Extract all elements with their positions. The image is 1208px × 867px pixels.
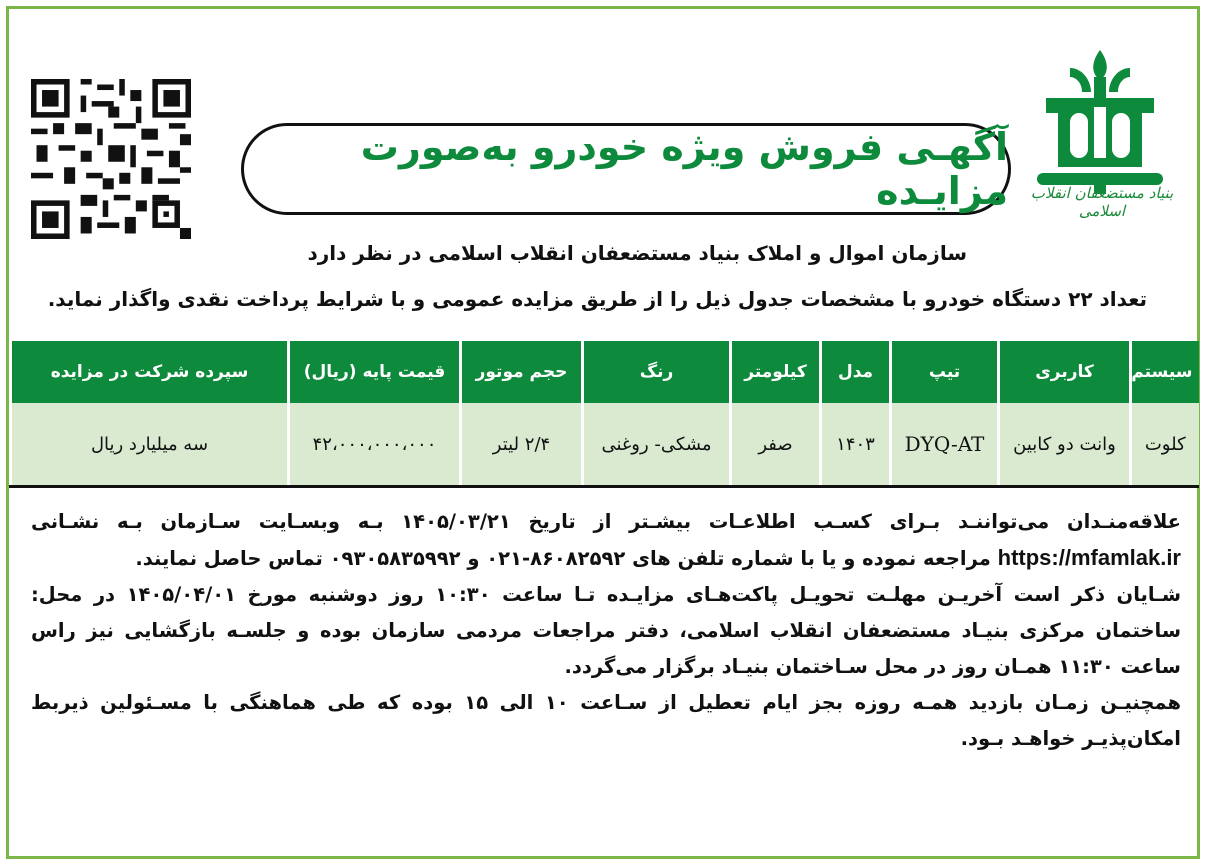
cell-system: کلوت [1131,403,1199,487]
cell-engine: ۲/۴ لیتر [461,403,583,487]
cell-deposit: سه میلیارد ریال [11,403,289,487]
header-system: سیستم [1131,341,1199,403]
bonyad-logo-icon [1025,47,1175,257]
paragraph-info [31,504,1181,577]
info-text-a: علاقه‌منـدان می‌تواننـد بـرای کسـب اطلاعـات بیشـتر از تاریخ ۱۴۰۵/۰۳/۲۱ بـه وبسـایت سـازمان بـه نشـانی [31,510,1182,533]
notice-body [31,504,1181,757]
header-mileage: کیلومتر [731,341,821,403]
notice-frame [6,6,1200,859]
intro-line-2: تعداد ۲۲ دستگاه خودرو با مشخصات جدول ذیل را از طریق مزایده عمومی و با شرایط پرداخت نقدی واگذار نماید. [47,287,1147,311]
website-link[interactable]: https://mfamlak.ir [997,545,1181,570]
notice-title: آگهـی فروش ویژه خودرو به‌صورت مزایـده [360,125,1008,213]
header-type: تیپ [891,341,999,403]
intro-line-1: سازمان اموال و املاک بنیاد مستضعفان انقلاب اسلامی در نظر دارد [307,241,967,265]
header-deposit: سپرده شرکت در مزایده [11,341,289,403]
header-engine: حجم موتور [461,341,583,403]
header-base-price: قیمت پایه (ریال) [289,341,461,403]
qr-code-icon [31,79,191,239]
header-usage: کاربری [999,341,1131,403]
cell-model: ۱۴۰۳ [821,403,891,487]
cell-mileage: صفر [731,403,821,487]
table-row [11,403,1199,487]
paragraph-deadline: شـایان ذکر است آخریـن مهلـت تحویـل پاکت‌هـای مزایـده تـا ساعت ۱۰:۳۰ روز دوشنبه مورخ ۱۴۰۵/۰۴/۰۱ در محل: ساختمان مرکزی بنیـاد مستضعفان انقلاب اسلامی، دفتر مراجعات مردمی سازمان بوده و جلسـه بازگشایی نیز راس ساعت ۱۱:۳۰ همـان روز در محل سـاختمان بنیـاد برگزار می‌گردد. [31,583,1181,678]
cell-base-price: ۴۲،۰۰۰،۰۰۰،۰۰۰ [289,403,461,487]
header-color: رنگ [583,341,731,403]
info-text-b: مراجعه نموده و یا با شماره تلفن های ۸۶۰۸۲۵۹۲-۰۲۱ و ۰۹۳۰۵۸۳۵۹۹۲ تماس حاصل نمایند. [135,547,991,570]
cell-usage: وانت دو کابین [999,403,1131,487]
notice-title-box [241,123,1011,215]
org-caption: بنیاد مستضعفان انقلاب اسلامی [1030,184,1174,220]
table-header-row [11,341,1199,403]
vehicle-table [9,341,1199,488]
header-model: مدل [821,341,891,403]
paragraph-visit: همچنیـن زمـان بازدید همـه روزه بجز ایام تعطیل از سـاعت ۱۰ الی ۱۵ بوده که طی هماهنگی با مسـئولین ذیربط امکان‌پذیـر خواهـد بـود. [31,691,1182,750]
cell-color: مشکی- روغنی [583,403,731,487]
notice-header [9,9,1197,339]
cell-type: DYQ-AT [891,403,999,487]
